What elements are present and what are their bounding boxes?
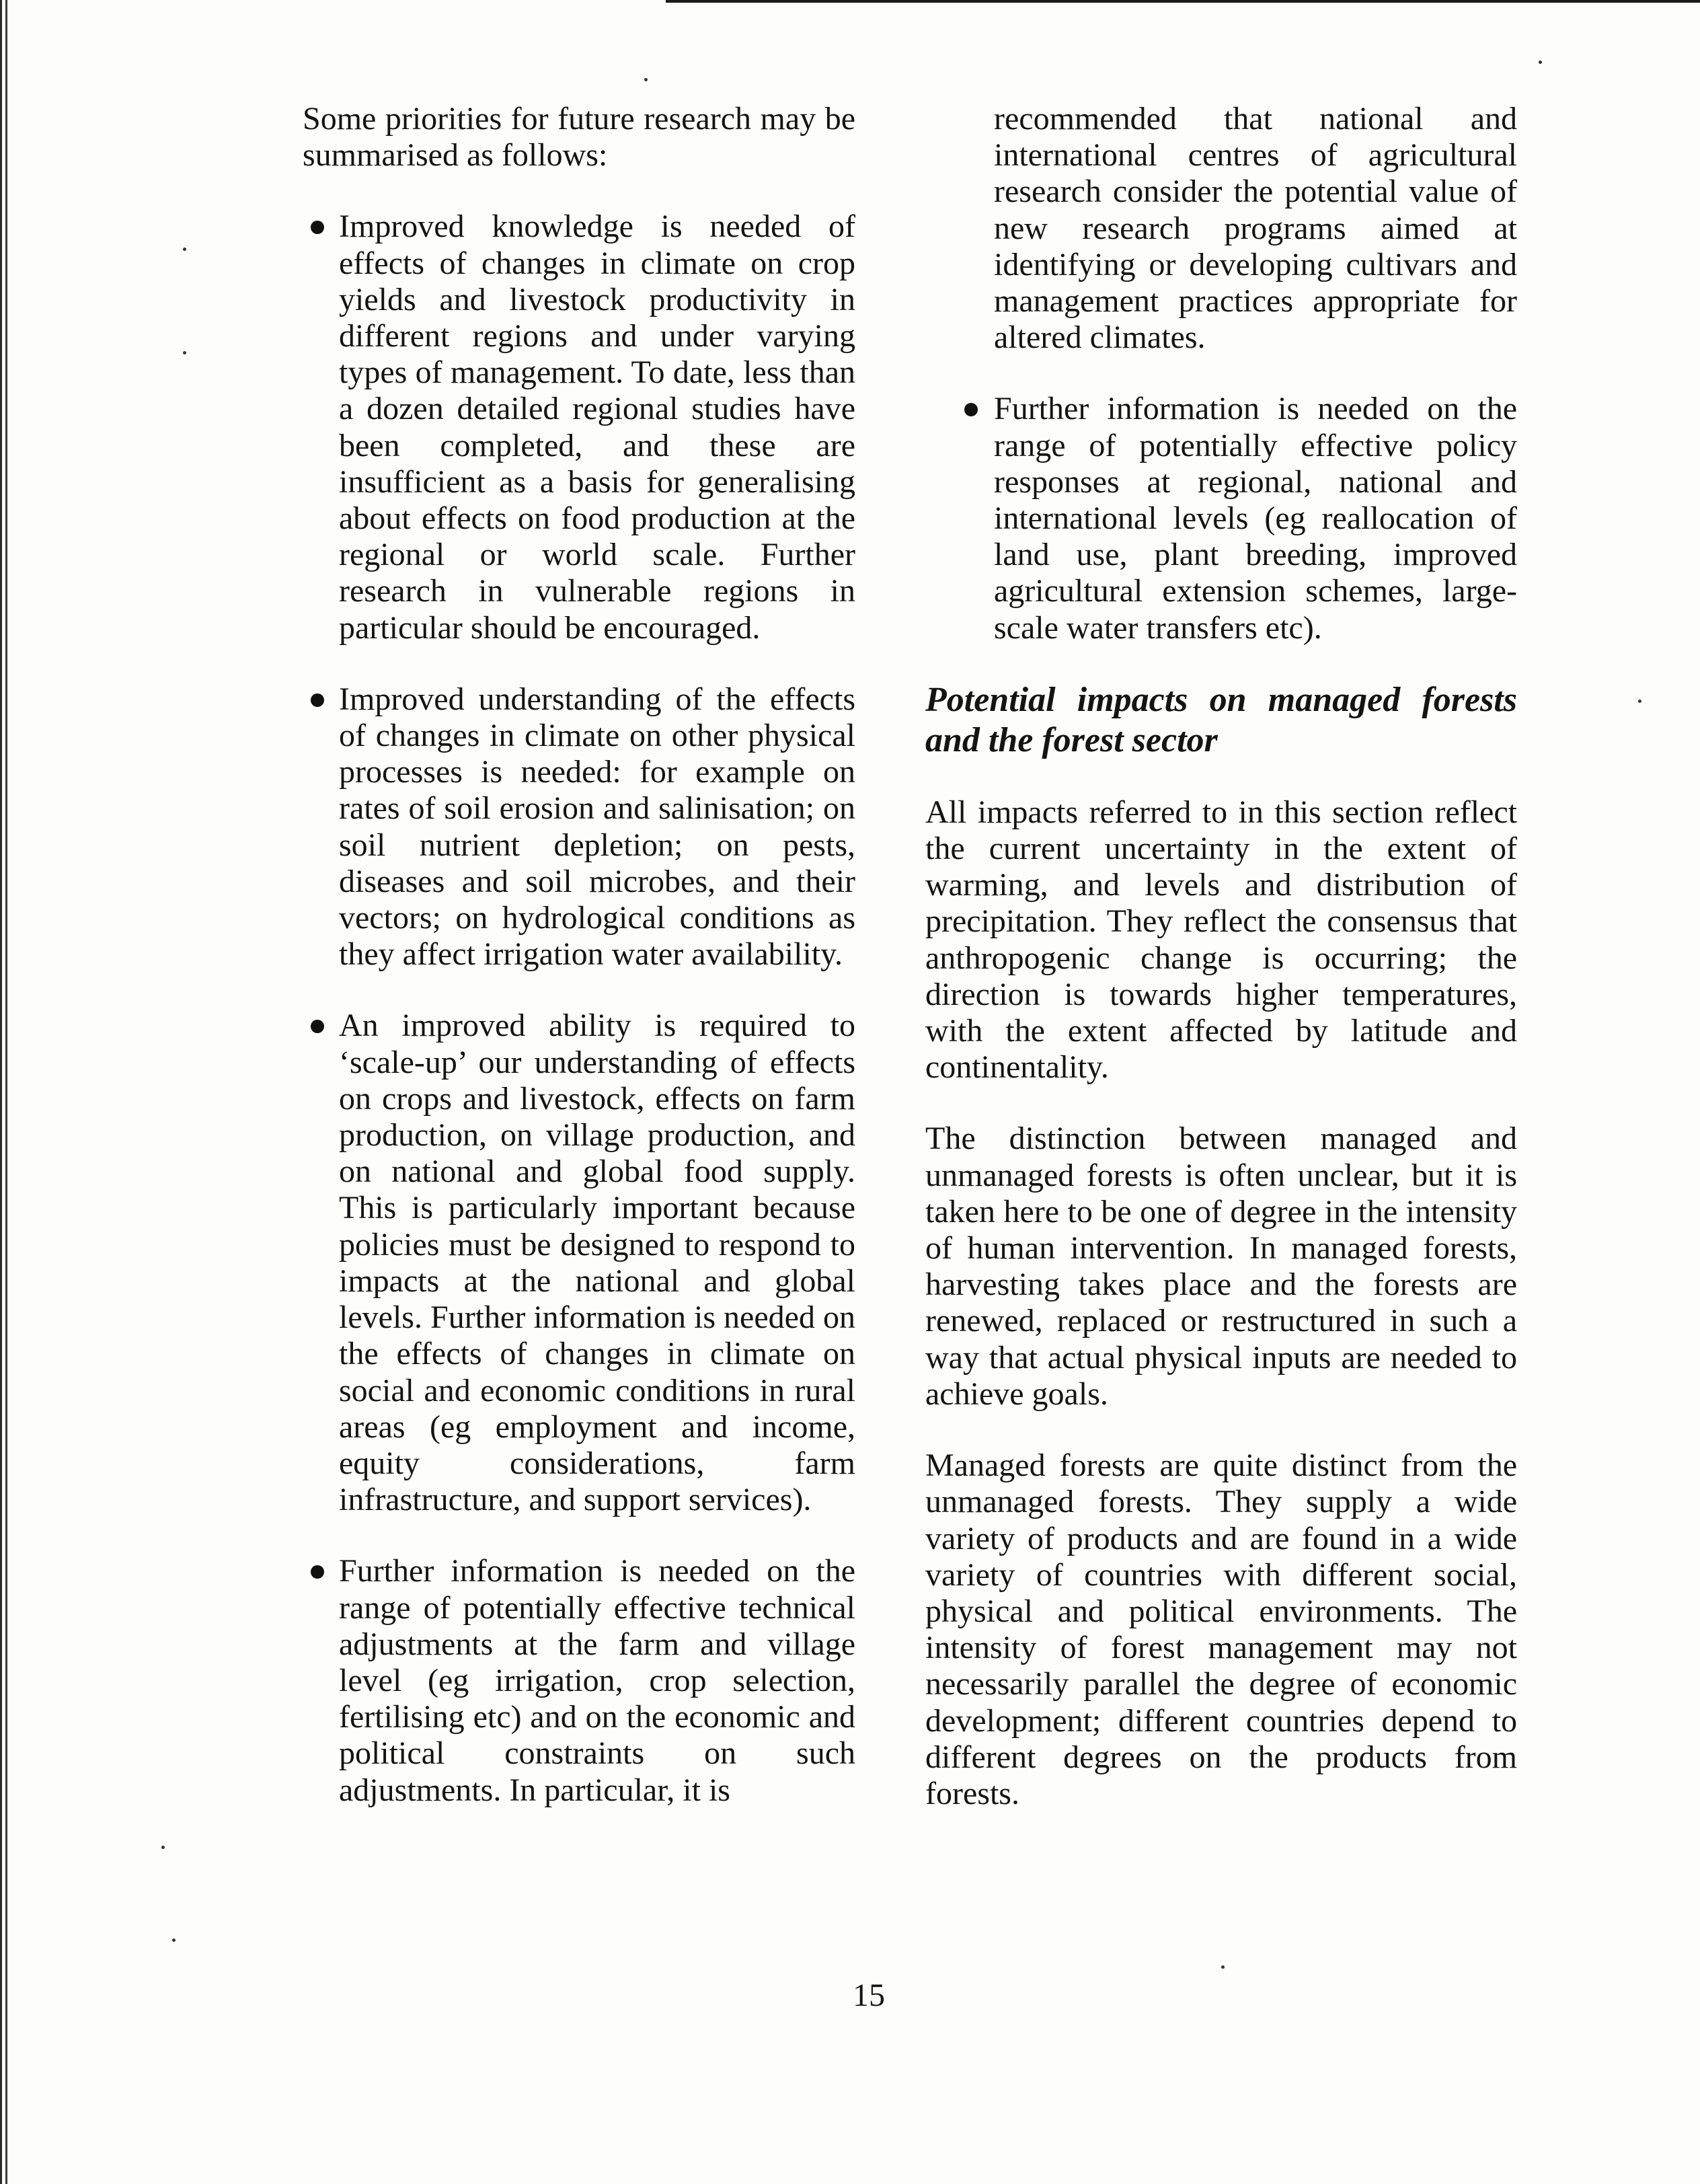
bullet-text: An improved ability is required to ‘scale-up’ our understanding of effects on crops and livestock, effects on farm production, on village production, and on national and global food supply. This is particularly important because policies must be designed to respond to impacts at the national and global levels. Further information is needed on the effects of changes in climate on social and economic conditions in rural areas (eg employment and income, equity considerations, farm infrastructure, and support services). xyxy=(339,1008,855,1518)
spacer xyxy=(303,1518,855,1553)
body-paragraph: The distinction between managed and unmanaged forests is often unclear, but it is taken here to be one of degree in the intensity of human intervention. In managed forests, harvesting takes place and the forests are renewed, replaced or restructured in such a way that actual physical inputs are needed to achieve goals. xyxy=(925,1121,1517,1412)
spacer xyxy=(925,646,1517,680)
scan-speck xyxy=(183,248,186,251)
body-paragraph: Managed forests are quite distinct from the unmanaged forests. They supply a wide variety of products and are found in a wide variety of countries with different social, physical and political environments. The intensity of forest management may not necessarily parallel the degree of economic development; different countries depend to different degrees on the products from forests. xyxy=(925,1447,1517,1811)
body-paragraph: All impacts referred to in this section reflect the current uncertainty in the extent of warming, and levels and distribution of precipitation. They reflect the consensus that anthropogenic change is occurring; the direction is towards higher temperatures, with the extent affected by latitude and continentality. xyxy=(925,794,1517,1086)
bullet-dot-icon xyxy=(311,1020,324,1033)
bullet-item xyxy=(303,1553,855,1808)
spacer xyxy=(925,1086,1517,1121)
scan-speck xyxy=(1638,700,1641,703)
bullet-item xyxy=(303,1008,855,1518)
bullet-text: Improved understanding of the effects of changes in climate on other physical processes is needed: for example on rates of soil erosion and salinisation; on soil nutrient depletion; on pests, diseases and soil microbes, and their vectors; on hydrological conditions as they affect irrigation water availability. xyxy=(339,681,855,973)
spacer xyxy=(303,973,855,1008)
intro-paragraph: Some priorities for future research may be summarised as follows: xyxy=(303,101,855,174)
left-column xyxy=(303,101,855,1809)
bullet-text: Further information is needed on the range of potentially effective policy responses at regional, national and international levels (eg reallocation of land use, plant breeding, improved agricultural extension schemes, large-scale water transfers etc). xyxy=(994,391,1517,646)
bullet-dot-icon xyxy=(311,1565,324,1579)
scan-top-rule xyxy=(666,0,1700,3)
scan-speck xyxy=(161,1846,165,1849)
spacer xyxy=(925,356,1517,391)
bullet-continuation: recommended that national and international centres of agricultural research consider the potential value of new research programs aimed at identifying or developing cultivars and management practices appropriate for altered climates. xyxy=(994,101,1517,356)
bullet-dot-icon xyxy=(964,403,978,416)
bullet-text: Improved knowledge is needed of effects of changes in climate on crop yields and livestock productivity in different regions and under varying types of management. To date, less than a dozen detailed regional studies have been completed, and these are insufficient as a basis for generalising about effects on food production at the regional or world scale. Further research in vulnerable regions in particular should be encouraged. xyxy=(339,209,855,646)
bullet-item xyxy=(303,209,855,646)
spacer xyxy=(925,761,1517,794)
bullet-text: Further information is needed on the range of potentially effective technical adjustments at the farm and village level (eg irrigation, crop selection, fertilising etc) and on the economic and political constraints on such adjustments. In particular, it is xyxy=(339,1553,855,1808)
page-number: 15 xyxy=(853,1978,885,2013)
section-heading: Potential impacts on managed forests and the forest sector xyxy=(925,680,1517,759)
scan-left-edge xyxy=(0,0,9,2184)
bullet-dot-icon xyxy=(311,693,324,707)
scan-speck xyxy=(183,351,186,354)
right-column xyxy=(925,101,1517,1812)
spacer xyxy=(303,174,855,209)
bullet-dot-icon xyxy=(311,221,324,234)
scan-speck xyxy=(1221,1965,1225,1969)
bullet-item xyxy=(925,391,1517,646)
scan-speck xyxy=(172,1938,176,1942)
bullet-item xyxy=(303,681,855,973)
spacer xyxy=(925,1413,1517,1447)
spacer xyxy=(303,646,855,681)
scan-speck xyxy=(644,78,648,81)
scan-speck xyxy=(1539,61,1542,64)
